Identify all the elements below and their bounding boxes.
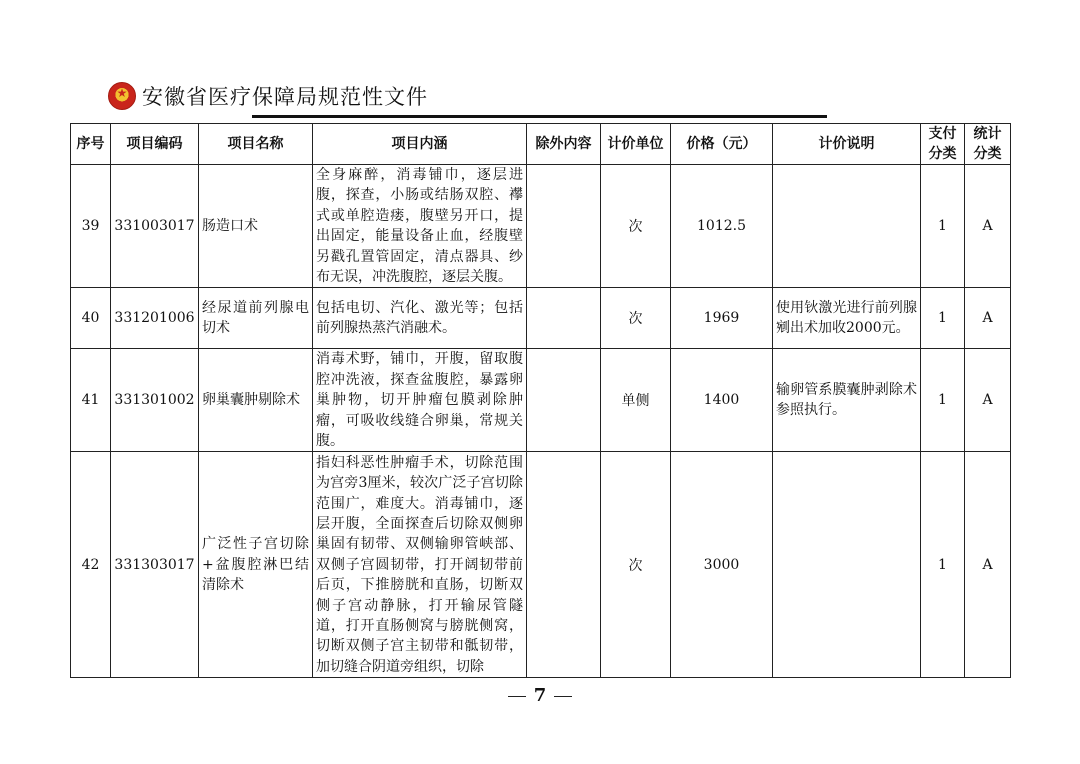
cell-stat: A	[965, 165, 1011, 288]
cell-note	[773, 165, 921, 288]
footer-dash-left	[508, 696, 526, 697]
cell-content: 指妇科恶性肿瘤手术，切除范围为宫旁3厘米，较次广泛子宫切除范围广，难度大。消毒铺巾，逐层开腹，全面探查后切除双侧卵巢固有韧带、双侧输卵管峡部、双侧子宫圆韧带，打开阔韧带前后页，下推膀胱和直肠，切断双侧子宫动静脉，打开输尿管隧道，打开直肠侧窝与膀胱侧窝，切断双侧子宫主韧带和骶韧带，加切缝合阴道旁组织，切除	[313, 452, 527, 678]
col-header-name: 项目名称	[199, 124, 313, 165]
cell-price: 1400	[671, 349, 773, 452]
table-row	[71, 165, 1011, 288]
col-header-note: 计价说明	[773, 124, 921, 165]
col-header-content: 项目内涵	[313, 124, 527, 165]
cell-pay: 1	[921, 288, 965, 349]
cell-code: 331201006	[111, 288, 199, 349]
cell-unit: 单侧	[601, 349, 671, 452]
table-row	[71, 452, 1011, 678]
cell-code: 331303017	[111, 452, 199, 678]
cell-name: 肠造口术	[199, 165, 313, 288]
col-header-pay: 支付 分类	[921, 124, 965, 165]
cell-exclude	[527, 452, 601, 678]
cell-pay: 1	[921, 349, 965, 452]
table-row	[71, 349, 1011, 452]
cell-name: 卵巢囊肿剔除术	[199, 349, 313, 452]
cell-unit: 次	[601, 165, 671, 288]
cell-seq: 40	[71, 288, 111, 349]
header-rule	[252, 115, 827, 118]
cell-pay: 1	[921, 452, 965, 678]
document-header	[108, 78, 428, 114]
document-title: 安徽省医疗保障局规范性文件	[142, 85, 428, 109]
cell-exclude	[527, 165, 601, 288]
cell-unit: 次	[601, 288, 671, 349]
page-number: 7	[533, 685, 547, 706]
cell-pay: 1	[921, 165, 965, 288]
col-header-stat: 统计 分类	[965, 124, 1011, 165]
cell-content: 包括电切、汽化、激光等；包括前列腺热蒸汽消融术。	[313, 288, 527, 349]
cell-price: 1969	[671, 288, 773, 349]
cell-note: 输卵管系膜囊肿剥除术参照执行。	[773, 349, 921, 452]
cell-note: 使用钬激光进行前列腺剜出术加收2000元。	[773, 288, 921, 349]
national-emblem-icon	[108, 82, 136, 110]
cell-name: 广泛性子宫切除+盆腹腔淋巴结清除术	[199, 452, 313, 678]
cell-content: 消毒术野，铺巾，开腹，留取腹腔冲洗液，探查盆腹腔，暴露卵巢肿物，切开肿瘤包膜剥除肿瘤，可吸收线缝合卵巢，常规关腹。	[313, 349, 527, 452]
table-row	[71, 288, 1011, 349]
col-header-code: 项目编码	[111, 124, 199, 165]
cell-seq: 41	[71, 349, 111, 452]
cell-content: 全身麻醉，消毒铺巾，逐层进腹，探查，小肠或结肠双腔、襻式或单腔造瘘，腹壁另开口，提出固定，能量设备止血，经腹壁另戳孔置管固定，清点器具、纱布无误，冲洗腹腔，逐层关腹。	[313, 165, 527, 288]
col-header-seq: 序号	[71, 124, 111, 165]
col-header-unit: 计价单位	[601, 124, 671, 165]
cell-price: 1012.5	[671, 165, 773, 288]
cell-code: 331003017	[111, 165, 199, 288]
cell-price: 3000	[671, 452, 773, 678]
cell-exclude	[527, 349, 601, 452]
cell-seq: 39	[71, 165, 111, 288]
table-header-row	[71, 124, 1011, 165]
cell-stat: A	[965, 452, 1011, 678]
cell-code: 331301002	[111, 349, 199, 452]
page-footer	[0, 685, 1080, 706]
cell-note	[773, 452, 921, 678]
col-header-exclude: 除外内容	[527, 124, 601, 165]
cell-seq: 42	[71, 452, 111, 678]
cell-unit: 次	[601, 452, 671, 678]
cell-stat: A	[965, 349, 1011, 452]
col-header-price: 价格（元）	[671, 124, 773, 165]
cell-exclude	[527, 288, 601, 349]
price-table	[70, 123, 1011, 678]
footer-dash-right	[554, 696, 572, 697]
cell-stat: A	[965, 288, 1011, 349]
cell-name: 经尿道前列腺电切术	[199, 288, 313, 349]
